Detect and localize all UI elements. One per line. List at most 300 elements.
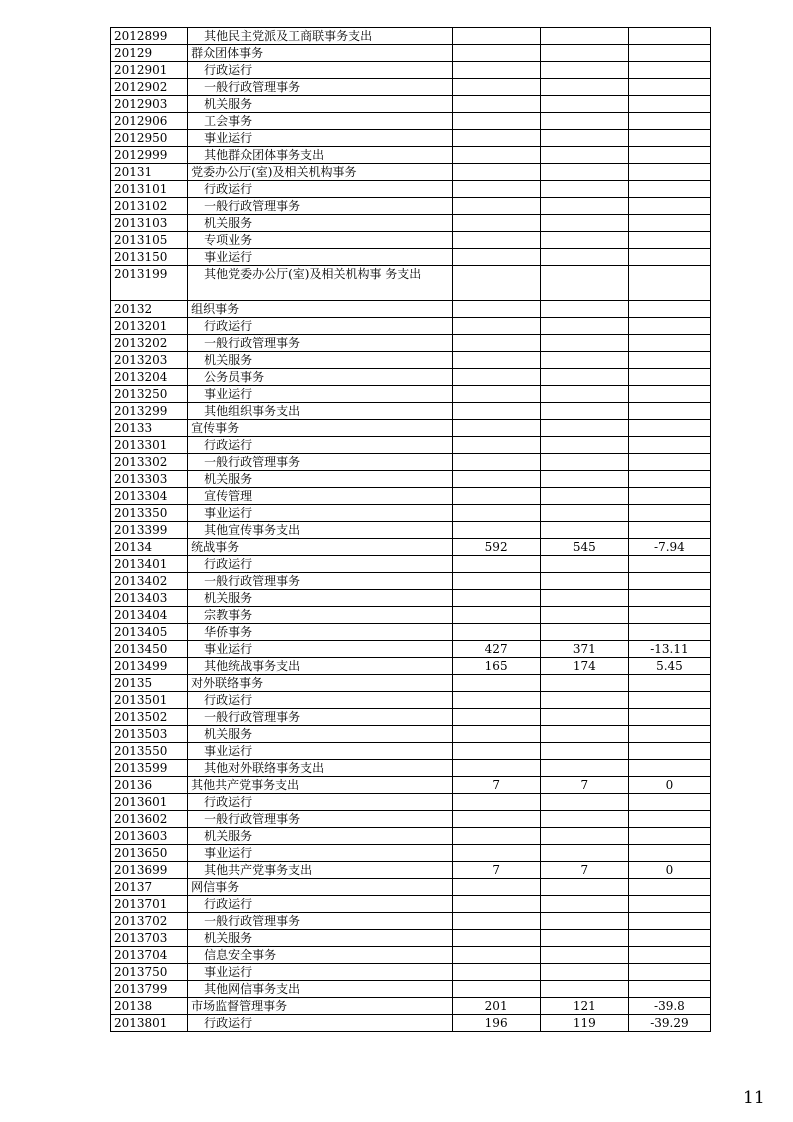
- row-code: 2013702: [111, 913, 188, 930]
- row-change-pct: 5.45: [628, 658, 710, 675]
- table-row: [111, 794, 711, 811]
- row-value-2: [540, 79, 628, 96]
- row-value-2: [540, 403, 628, 420]
- row-name: 一般行政管理事务: [188, 709, 452, 726]
- row-value-1: [452, 692, 540, 709]
- table-row: [111, 62, 711, 79]
- row-value-1: [452, 522, 540, 539]
- table-row: [111, 266, 711, 301]
- row-value-1: [452, 266, 540, 301]
- row-code: 2012901: [111, 62, 188, 79]
- row-code: 2013404: [111, 607, 188, 624]
- row-code: 2013105: [111, 232, 188, 249]
- row-value-1: [452, 828, 540, 845]
- row-change-pct: [628, 386, 710, 403]
- row-change-pct: [628, 624, 710, 641]
- row-change-pct: [628, 845, 710, 862]
- row-change-pct: [628, 760, 710, 777]
- row-code: 2013401: [111, 556, 188, 573]
- row-code: 2013299: [111, 403, 188, 420]
- row-name: 机关服务: [188, 828, 452, 845]
- row-value-1: [452, 386, 540, 403]
- row-value-2: [540, 845, 628, 862]
- row-value-1: [452, 471, 540, 488]
- row-value-2: [540, 930, 628, 947]
- row-value-1: [452, 62, 540, 79]
- row-code: 20135: [111, 675, 188, 692]
- row-value-2: [540, 454, 628, 471]
- table-row: [111, 896, 711, 913]
- row-value-1: [452, 930, 540, 947]
- row-code: 2013201: [111, 318, 188, 335]
- row-code: 2013699: [111, 862, 188, 879]
- table-row: [111, 981, 711, 998]
- row-change-pct: [628, 913, 710, 930]
- row-change-pct: [628, 335, 710, 352]
- row-name: 党委办公厅(室)及相关机构事务: [188, 164, 452, 181]
- row-code: 2013103: [111, 215, 188, 232]
- row-change-pct: [628, 505, 710, 522]
- row-change-pct: [628, 113, 710, 130]
- row-name: 事业运行: [188, 505, 452, 522]
- row-code: 2013502: [111, 709, 188, 726]
- row-code: 2013204: [111, 369, 188, 386]
- row-value-1: [452, 590, 540, 607]
- row-change-pct: [628, 318, 710, 335]
- row-value-2: [540, 607, 628, 624]
- table-row: [111, 505, 711, 522]
- row-change-pct: [628, 130, 710, 147]
- table-row: [111, 79, 711, 96]
- row-value-1: [452, 726, 540, 743]
- row-value-2: [540, 522, 628, 539]
- row-value-1: 201: [452, 998, 540, 1015]
- row-value-2: [540, 335, 628, 352]
- row-value-1: [452, 845, 540, 862]
- row-code: 2013450: [111, 641, 188, 658]
- row-name: 机关服务: [188, 352, 452, 369]
- row-value-2: [540, 590, 628, 607]
- row-change-pct: [628, 522, 710, 539]
- row-change-pct: [628, 607, 710, 624]
- row-value-2: [540, 28, 628, 45]
- table-row: [111, 335, 711, 352]
- row-value-1: [452, 352, 540, 369]
- row-value-1: [452, 437, 540, 454]
- table-row: [111, 760, 711, 777]
- row-value-1: [452, 981, 540, 998]
- row-value-2: [540, 505, 628, 522]
- row-name: 网信事务: [188, 879, 452, 896]
- row-code: 2013199: [111, 266, 188, 301]
- row-value-1: [452, 45, 540, 62]
- row-code: 2013301: [111, 437, 188, 454]
- row-name: 一般行政管理事务: [188, 198, 452, 215]
- row-value-2: [540, 386, 628, 403]
- row-name: 公务员事务: [188, 369, 452, 386]
- row-value-1: [452, 896, 540, 913]
- row-code: 2013599: [111, 760, 188, 777]
- table-row: [111, 624, 711, 641]
- row-code: 2012950: [111, 130, 188, 147]
- row-name: 其他共产党事务支出: [188, 777, 452, 794]
- row-value-2: [540, 96, 628, 113]
- row-code: 20131: [111, 164, 188, 181]
- row-value-2: [540, 692, 628, 709]
- row-value-2: 119: [540, 1015, 628, 1032]
- table-row: [111, 386, 711, 403]
- row-change-pct: [628, 437, 710, 454]
- row-name: 行政运行: [188, 692, 452, 709]
- row-name: 市场监督管理事务: [188, 998, 452, 1015]
- table-row: [111, 113, 711, 130]
- row-change-pct: [628, 692, 710, 709]
- row-code: 2013701: [111, 896, 188, 913]
- table-row: [111, 488, 711, 505]
- row-value-1: [452, 301, 540, 318]
- row-value-2: [540, 624, 628, 641]
- row-change-pct: [628, 403, 710, 420]
- row-code: 2013350: [111, 505, 188, 522]
- row-value-1: [452, 215, 540, 232]
- row-code: 2013503: [111, 726, 188, 743]
- table-row: [111, 556, 711, 573]
- row-value-1: [452, 249, 540, 266]
- row-name: 机关服务: [188, 726, 452, 743]
- table-row: [111, 743, 711, 760]
- row-value-1: [452, 760, 540, 777]
- row-name: 机关服务: [188, 215, 452, 232]
- row-change-pct: [628, 266, 710, 301]
- page-number: 11: [743, 1088, 765, 1108]
- row-name: 机关服务: [188, 930, 452, 947]
- row-value-1: [452, 964, 540, 981]
- row-change-pct: [628, 420, 710, 437]
- row-value-1: 165: [452, 658, 540, 675]
- row-code: 2013405: [111, 624, 188, 641]
- row-name: 行政运行: [188, 437, 452, 454]
- row-value-2: 121: [540, 998, 628, 1015]
- row-change-pct: [628, 981, 710, 998]
- row-code: 20137: [111, 879, 188, 896]
- row-change-pct: [628, 709, 710, 726]
- row-value-1: [452, 573, 540, 590]
- table-row: [111, 726, 711, 743]
- table-row: [111, 352, 711, 369]
- table-row: [111, 879, 711, 896]
- row-value-2: [540, 896, 628, 913]
- row-change-pct: [628, 45, 710, 62]
- row-name: 机关服务: [188, 471, 452, 488]
- table-row: [111, 658, 711, 675]
- row-name: 一般行政管理事务: [188, 811, 452, 828]
- row-value-2: [540, 369, 628, 386]
- table-row: [111, 232, 711, 249]
- row-name: 事业运行: [188, 386, 452, 403]
- row-value-2: [540, 743, 628, 760]
- row-value-1: [452, 28, 540, 45]
- table-row: [111, 828, 711, 845]
- table-row: [111, 471, 711, 488]
- row-name: 其他党委办公厅(室)及相关机构事 务支出: [188, 266, 452, 301]
- row-name: 其他共产党事务支出: [188, 862, 452, 879]
- row-value-1: [452, 913, 540, 930]
- row-name: 事业运行: [188, 845, 452, 862]
- row-code: 20129: [111, 45, 188, 62]
- row-value-2: [540, 794, 628, 811]
- row-value-2: [540, 726, 628, 743]
- row-code: 2013603: [111, 828, 188, 845]
- row-value-1: [452, 164, 540, 181]
- row-name: 专项业务: [188, 232, 452, 249]
- row-code: 20132: [111, 301, 188, 318]
- row-value-2: 7: [540, 862, 628, 879]
- table-row: [111, 181, 711, 198]
- row-code: 2013801: [111, 1015, 188, 1032]
- row-name: 宣传管理: [188, 488, 452, 505]
- row-value-1: [452, 403, 540, 420]
- row-value-2: [540, 811, 628, 828]
- row-change-pct: [628, 198, 710, 215]
- table-row: [111, 964, 711, 981]
- row-name: 统战事务: [188, 539, 452, 556]
- row-name: 信息安全事务: [188, 947, 452, 964]
- row-name: 其他统战事务支出: [188, 658, 452, 675]
- row-name: 行政运行: [188, 896, 452, 913]
- row-value-2: [540, 352, 628, 369]
- row-change-pct: [628, 947, 710, 964]
- row-value-2: [540, 879, 628, 896]
- row-change-pct: [628, 369, 710, 386]
- row-value-2: [540, 130, 628, 147]
- row-value-2: 545: [540, 539, 628, 556]
- row-value-1: [452, 709, 540, 726]
- row-name: 事业运行: [188, 743, 452, 760]
- row-name: 一般行政管理事务: [188, 913, 452, 930]
- row-change-pct: [628, 301, 710, 318]
- table-row: [111, 709, 711, 726]
- row-value-2: [540, 45, 628, 62]
- row-value-1: 7: [452, 862, 540, 879]
- row-name: 行政运行: [188, 794, 452, 811]
- budget-table: [110, 27, 711, 1032]
- row-name: 机关服务: [188, 96, 452, 113]
- row-name: 对外联络事务: [188, 675, 452, 692]
- row-code: 2012903: [111, 96, 188, 113]
- row-change-pct: [628, 590, 710, 607]
- row-name: 其他宣传事务支出: [188, 522, 452, 539]
- row-value-1: [452, 624, 540, 641]
- row-value-2: [540, 420, 628, 437]
- row-code: 2012902: [111, 79, 188, 96]
- row-value-1: [452, 794, 540, 811]
- table-row: [111, 607, 711, 624]
- table-row: [111, 249, 711, 266]
- table-row: [111, 930, 711, 947]
- row-value-1: [452, 181, 540, 198]
- row-code: 2013704: [111, 947, 188, 964]
- row-change-pct: -13.11: [628, 641, 710, 658]
- row-code: 2013501: [111, 692, 188, 709]
- row-code: 2013101: [111, 181, 188, 198]
- row-value-2: [540, 760, 628, 777]
- row-name: 行政运行: [188, 181, 452, 198]
- row-change-pct: [628, 896, 710, 913]
- row-code: 2013399: [111, 522, 188, 539]
- row-value-2: [540, 573, 628, 590]
- table-row: [111, 947, 711, 964]
- table-row: [111, 811, 711, 828]
- row-name: 行政运行: [188, 62, 452, 79]
- row-value-1: [452, 335, 540, 352]
- row-value-1: [452, 147, 540, 164]
- table-row: [111, 318, 711, 335]
- row-change-pct: [628, 249, 710, 266]
- table-row: [111, 845, 711, 862]
- table-row: [111, 420, 711, 437]
- table-row: [111, 403, 711, 420]
- table-row: [111, 777, 711, 794]
- table-row: [111, 454, 711, 471]
- row-code: 2013403: [111, 590, 188, 607]
- row-code: 2013602: [111, 811, 188, 828]
- row-value-1: [452, 369, 540, 386]
- row-change-pct: [628, 743, 710, 760]
- budget-table-body: [111, 28, 711, 1032]
- row-change-pct: -39.29: [628, 1015, 710, 1032]
- row-value-1: [452, 232, 540, 249]
- table-row: [111, 45, 711, 62]
- table-row: [111, 301, 711, 318]
- row-value-2: [540, 301, 628, 318]
- row-change-pct: [628, 471, 710, 488]
- row-value-2: 371: [540, 641, 628, 658]
- row-change-pct: [628, 573, 710, 590]
- row-change-pct: [628, 675, 710, 692]
- row-change-pct: [628, 488, 710, 505]
- row-value-2: [540, 232, 628, 249]
- row-change-pct: -39.8: [628, 998, 710, 1015]
- table-row: [111, 215, 711, 232]
- row-code: 2013799: [111, 981, 188, 998]
- row-value-1: [452, 113, 540, 130]
- row-code: 2013302: [111, 454, 188, 471]
- row-change-pct: 0: [628, 862, 710, 879]
- row-value-2: [540, 318, 628, 335]
- row-value-2: [540, 556, 628, 573]
- row-change-pct: [628, 96, 710, 113]
- row-value-2: [540, 964, 628, 981]
- row-name: 事业运行: [188, 641, 452, 658]
- row-change-pct: [628, 181, 710, 198]
- row-value-1: [452, 488, 540, 505]
- table-row: [111, 28, 711, 45]
- row-name: 一般行政管理事务: [188, 79, 452, 96]
- row-value-1: [452, 198, 540, 215]
- row-change-pct: 0: [628, 777, 710, 794]
- row-code: 20134: [111, 539, 188, 556]
- row-change-pct: [628, 879, 710, 896]
- row-value-1: [452, 607, 540, 624]
- row-name: 群众团体事务: [188, 45, 452, 62]
- table-row: [111, 913, 711, 930]
- row-value-2: [540, 215, 628, 232]
- row-change-pct: [628, 164, 710, 181]
- row-value-1: [452, 743, 540, 760]
- row-name: 组织事务: [188, 301, 452, 318]
- row-value-1: [452, 79, 540, 96]
- table-row: [111, 862, 711, 879]
- row-value-1: [452, 556, 540, 573]
- row-value-1: [452, 318, 540, 335]
- row-name: 其他群众团体事务支出: [188, 147, 452, 164]
- row-value-2: [540, 913, 628, 930]
- row-name: 一般行政管理事务: [188, 335, 452, 352]
- row-value-1: [452, 879, 540, 896]
- table-row: [111, 437, 711, 454]
- row-code: 2013250: [111, 386, 188, 403]
- row-change-pct: -7.94: [628, 539, 710, 556]
- row-name: 华侨事务: [188, 624, 452, 641]
- row-change-pct: [628, 828, 710, 845]
- table-row: [111, 369, 711, 386]
- row-value-2: [540, 62, 628, 79]
- row-name: 行政运行: [188, 1015, 452, 1032]
- row-value-2: [540, 947, 628, 964]
- row-code: 2013703: [111, 930, 188, 947]
- row-value-2: [540, 164, 628, 181]
- table-row: [111, 641, 711, 658]
- row-change-pct: [628, 556, 710, 573]
- row-value-2: [540, 675, 628, 692]
- row-value-2: [540, 709, 628, 726]
- row-code: 20133: [111, 420, 188, 437]
- table-row: [111, 130, 711, 147]
- table-row: [111, 164, 711, 181]
- row-code: 2012906: [111, 113, 188, 130]
- row-value-2: 7: [540, 777, 628, 794]
- row-value-2: [540, 147, 628, 164]
- row-code: 2013203: [111, 352, 188, 369]
- row-code: 2012999: [111, 147, 188, 164]
- row-change-pct: [628, 726, 710, 743]
- row-code: 20138: [111, 998, 188, 1015]
- row-code: 2013304: [111, 488, 188, 505]
- table-row: [111, 96, 711, 113]
- row-value-2: [540, 828, 628, 845]
- row-change-pct: [628, 147, 710, 164]
- row-value-2: [540, 981, 628, 998]
- row-name: 机关服务: [188, 590, 452, 607]
- row-code: 2013402: [111, 573, 188, 590]
- row-change-pct: [628, 352, 710, 369]
- row-change-pct: [628, 930, 710, 947]
- row-change-pct: [628, 79, 710, 96]
- table-row: [111, 198, 711, 215]
- row-value-2: 174: [540, 658, 628, 675]
- row-value-2: [540, 249, 628, 266]
- row-name: 其他民主党派及工商联事务支出: [188, 28, 452, 45]
- row-value-2: [540, 488, 628, 505]
- row-code: 2013650: [111, 845, 188, 862]
- row-code: 2013750: [111, 964, 188, 981]
- row-code: 2013303: [111, 471, 188, 488]
- table-row: [111, 522, 711, 539]
- table-row: [111, 1015, 711, 1032]
- row-value-1: [452, 505, 540, 522]
- row-name: 其他组织事务支出: [188, 403, 452, 420]
- row-value-1: [452, 96, 540, 113]
